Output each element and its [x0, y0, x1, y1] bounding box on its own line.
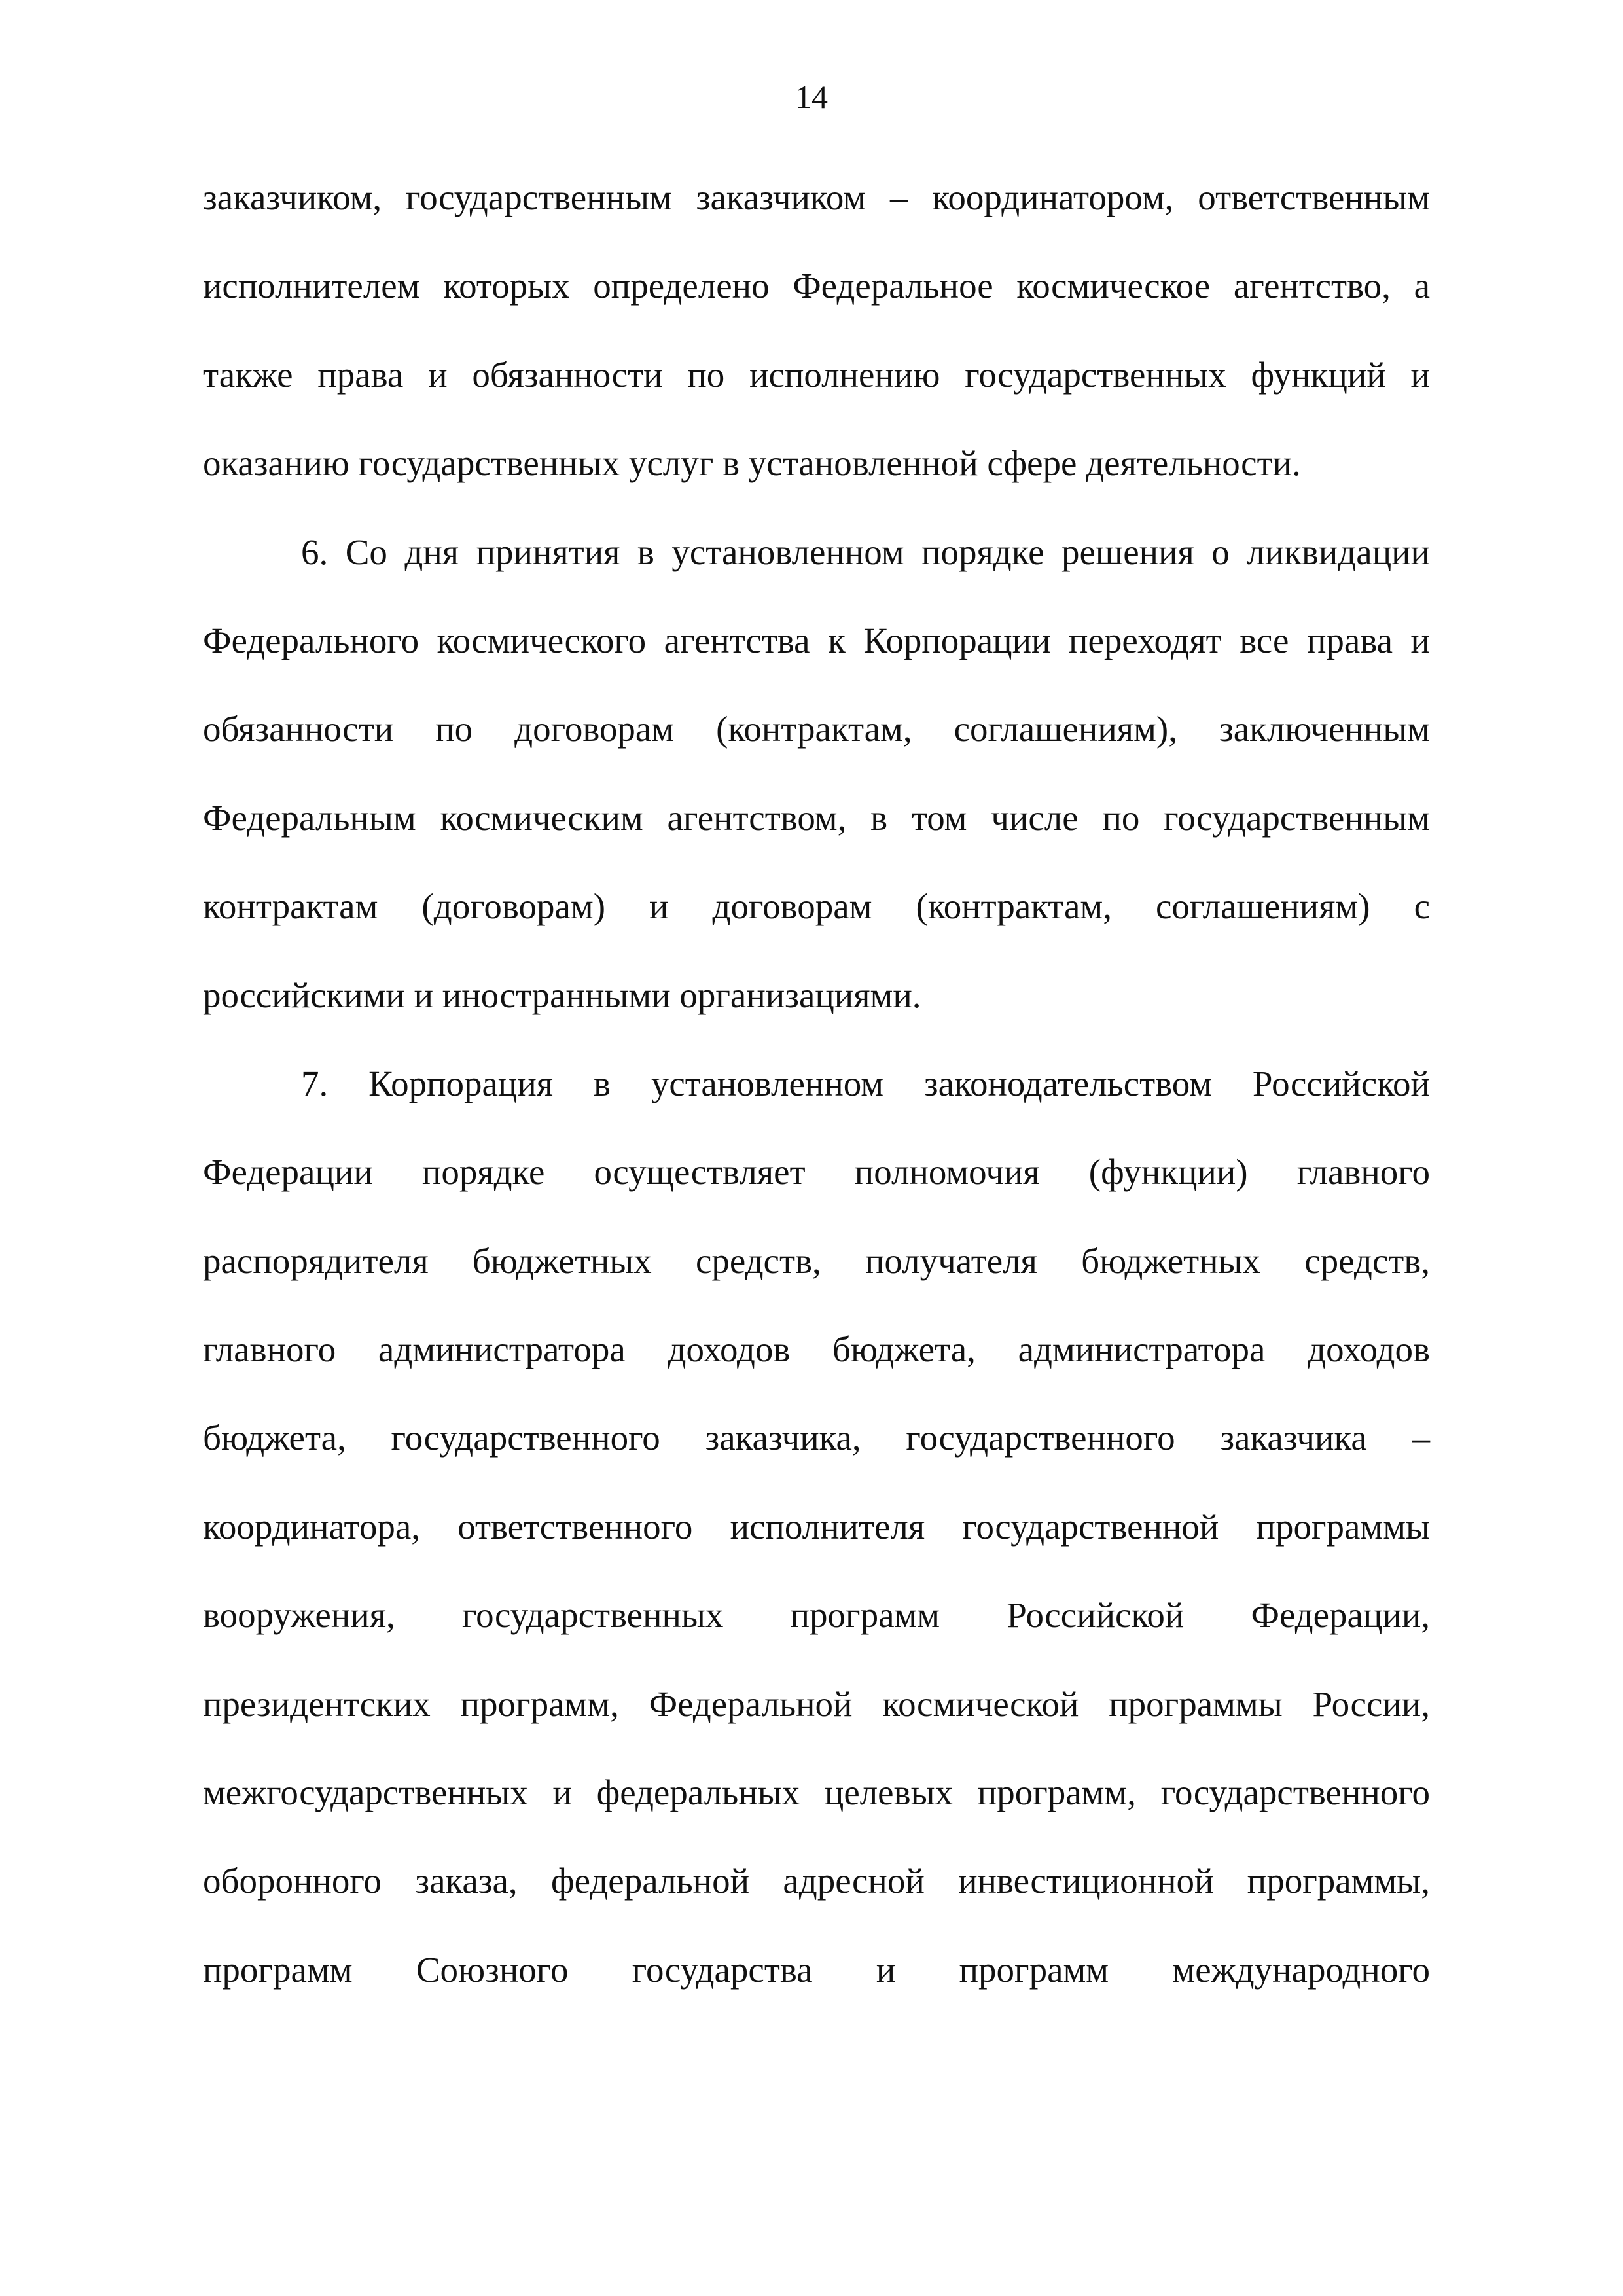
- text-line: распорядителя бюджетных средств, получателя бюджетных средств,: [203, 1240, 1430, 1281]
- text-line: обязанности по договорам (контрактам, соглашениям), заключенным: [203, 709, 1430, 749]
- text-line: заказчиком, государственным заказчиком – координатором, ответственным: [203, 177, 1430, 217]
- text-line: главного администратора доходов бюджета, администратора доходов: [203, 1329, 1430, 1370]
- text-line: Федерации порядке осуществляет полномочия (функции) главного: [203, 1152, 1430, 1193]
- text-line: Федерального космического агентства к Корпорации переходят все права и: [203, 620, 1430, 660]
- text-line: исполнителем которых определено Федеральное космическое агентство, а: [203, 266, 1430, 306]
- text-line: контрактам (договорам) и договорам (контрактам, соглашениям) с: [203, 886, 1430, 927]
- text-line: вооружения, государственных программ Российской Федерации,: [203, 1595, 1430, 1636]
- text-line: Федеральным космическим агентством, в том числе по государственным: [203, 797, 1430, 838]
- paragraph-6-start: 6. Со дня принятия в установленном порядке решения о ликвидации: [301, 531, 1430, 572]
- page-number: 14: [795, 79, 828, 115]
- text-line: межгосударственных и федеральных целевых программ, государственного: [203, 1772, 1430, 1813]
- paragraph-7-start: 7. Корпорация в установленном законодательством Российской: [301, 1063, 1430, 1103]
- document-body: [203, 178, 1430, 2039]
- text-line: президентских программ, Федеральной космической программы России,: [203, 1683, 1430, 1724]
- text-line: также права и обязанности по исполнению государственных функций и: [203, 354, 1430, 395]
- text-line: бюджета, государственного заказчика, государственного заказчика –: [203, 1418, 1430, 1458]
- text-line: оказанию государственных услуг в установленной сфере деятельности.: [203, 443, 1301, 484]
- text-line: российскими и иностранными организациями.: [203, 975, 921, 1015]
- text-line: программ Союзного государства и программ международного: [203, 1949, 1430, 1990]
- text-line: координатора, ответственного исполнителя государственной программы: [203, 1506, 1430, 1547]
- text-line: оборонного заказа, федеральной адресной инвестиционной программы,: [203, 1861, 1430, 1901]
